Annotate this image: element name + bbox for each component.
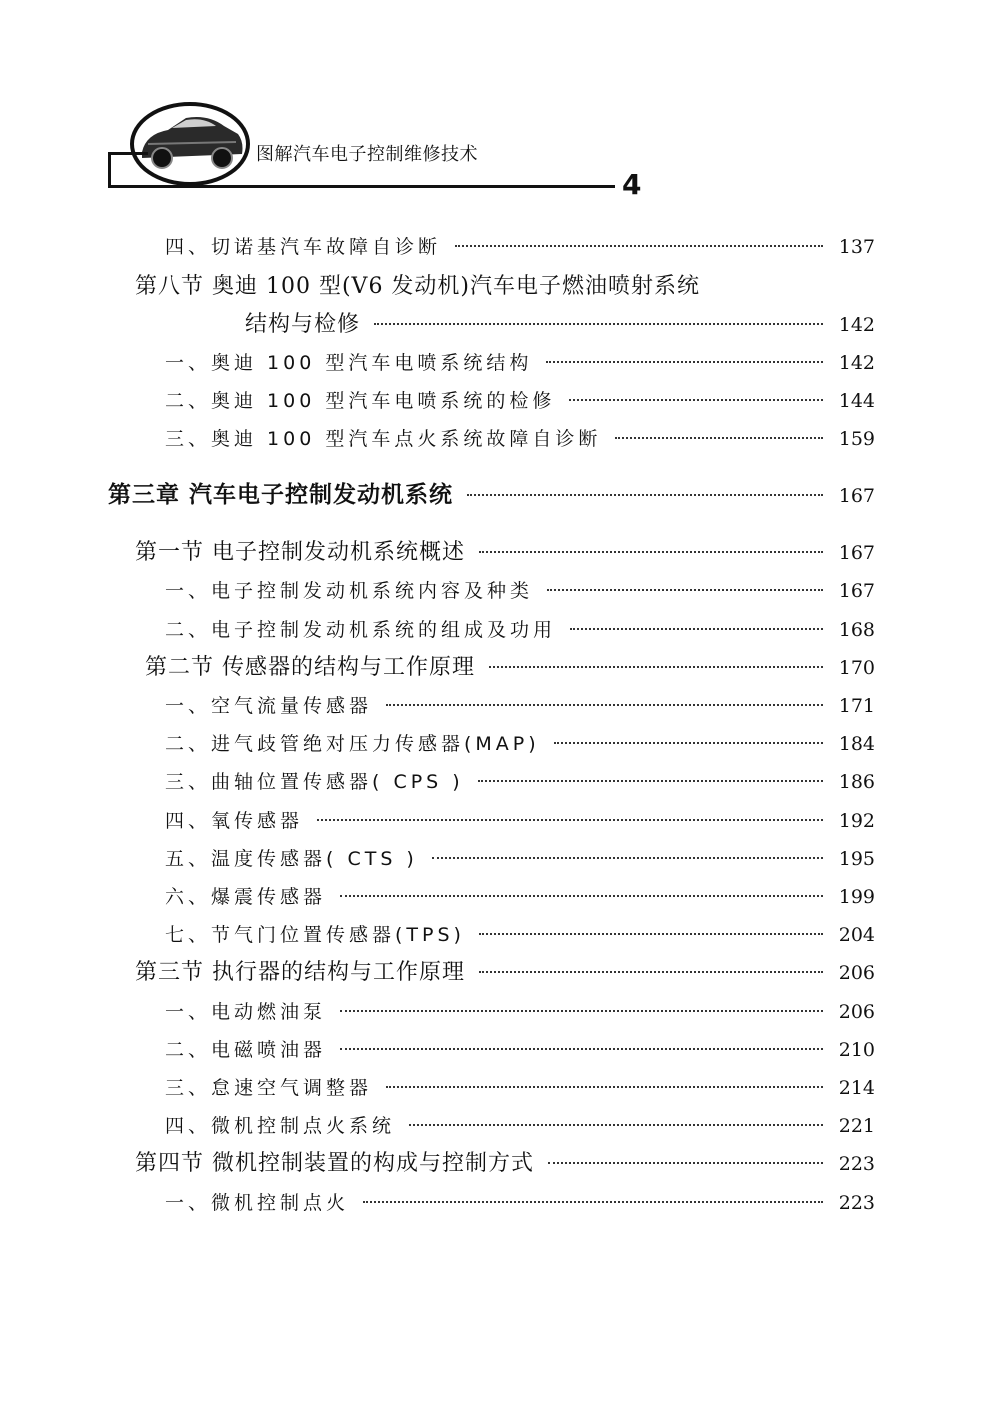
toc-leader-dots — [554, 742, 823, 744]
toc-entry-page: 223 — [838, 1153, 875, 1175]
toc-entry-title: 四、氧传感器 — [165, 810, 304, 832]
toc-entry-title: 一、奥迪 100 型汽车电喷系统结构 — [165, 352, 533, 374]
toc-leader-dots — [374, 323, 823, 325]
toc-entry-title: 第三节 执行器的结构与工作原理 — [135, 960, 465, 985]
toc-entry-page: 167 — [838, 542, 875, 564]
toc-entry-page: 186 — [838, 771, 875, 793]
toc-entry[interactable] — [165, 232, 875, 262]
toc-entry-title: 四、切诺基汽车故障自诊断 — [165, 236, 442, 258]
book-title: 图解汽车电子控制维修技术 — [256, 144, 478, 165]
header-frame-left — [108, 152, 111, 188]
toc-entry-page: 223 — [838, 1192, 875, 1214]
toc-entry-title: 六、爆震传感器 — [165, 886, 327, 908]
toc-entry-page: 192 — [838, 810, 875, 832]
toc-entry[interactable] — [165, 424, 875, 454]
toc-entry-title: 第一节 电子控制发动机系统概述 — [135, 540, 465, 565]
toc-leader-dots — [615, 437, 823, 439]
toc-entry[interactable] — [165, 1073, 875, 1103]
header-rule — [108, 185, 615, 188]
toc-entry[interactable] — [165, 767, 875, 797]
toc-leader-dots — [478, 780, 823, 782]
toc-entry[interactable] — [165, 386, 875, 416]
toc-entry-title: 一、电子控制发动机系统内容及种类 — [165, 580, 534, 602]
toc-entry[interactable] — [245, 310, 875, 340]
toc-leader-dots — [547, 589, 823, 591]
toc-entry-title: 二、电子控制发动机系统的组成及功用 — [165, 619, 557, 641]
toc-entry[interactable] — [165, 576, 875, 606]
toc-entry-title: 一、微机控制点火 — [165, 1192, 350, 1214]
toc-entry-page: 206 — [838, 962, 875, 984]
toc-entry[interactable] — [165, 1035, 875, 1065]
toc-entry-page: 171 — [838, 695, 875, 717]
toc-entry[interactable] — [165, 997, 875, 1027]
toc-entry-title: 三、奥迪 100 型汽车点火系统故障自诊断 — [165, 428, 602, 450]
toc-section-entry[interactable] — [145, 653, 875, 683]
toc-entry-title: 一、电动燃油泵 — [165, 1001, 327, 1023]
car-logo-icon — [128, 100, 253, 188]
toc-section-entry[interactable] — [135, 1149, 875, 1179]
toc-leader-dots — [569, 399, 823, 401]
toc-entry-title: 第四节 微机控制装置的构成与控制方式 — [135, 1151, 534, 1176]
toc-leader-dots — [409, 1124, 823, 1126]
toc-leader-dots — [340, 1048, 823, 1050]
toc-chapter-entry[interactable] — [108, 480, 875, 510]
toc-entry-page: 142 — [838, 314, 875, 336]
toc-entry-page: 167 — [838, 485, 875, 507]
toc-entry-title: 第二节 传感器的结构与工作原理 — [145, 655, 475, 680]
toc-entry-title: 四、微机控制点火系统 — [165, 1115, 396, 1137]
toc-leader-dots — [570, 628, 823, 630]
toc-entry-page: 199 — [838, 886, 875, 908]
toc-entry-title: 二、进气歧管绝对压力传感器(MAP) — [165, 733, 540, 755]
page-number: 4 — [622, 168, 642, 201]
toc-entry-title: 七、节气门位置传感器(TPS) — [165, 924, 465, 946]
toc-entry-title: 五、温度传感器( CTS ) — [165, 848, 418, 870]
toc-entry[interactable] — [165, 348, 875, 378]
toc-entry[interactable] — [165, 882, 875, 912]
toc-entry-page: 159 — [838, 428, 875, 450]
toc-entry-page: 184 — [838, 733, 875, 755]
toc-leader-dots — [386, 704, 823, 706]
toc-leader-dots — [479, 933, 823, 935]
toc-leader-dots — [340, 895, 823, 897]
toc-entry-page: 214 — [838, 1077, 875, 1099]
toc-entry-page: 210 — [838, 1039, 875, 1061]
toc-entry-title: 三、怠速空气调整器 — [165, 1077, 373, 1099]
toc-leader-dots — [340, 1010, 823, 1012]
header-frame-top — [108, 152, 148, 155]
toc-leader-dots — [479, 971, 823, 973]
toc-entry[interactable] — [165, 615, 875, 645]
toc-entry-title: 二、电磁喷油器 — [165, 1039, 327, 1061]
toc-entry-title: 二、奥迪 100 型汽车电喷系统的检修 — [165, 390, 556, 412]
toc-leader-dots — [386, 1086, 823, 1088]
toc-section-entry[interactable] — [135, 538, 875, 568]
toc-leader-dots — [489, 666, 823, 668]
toc-entry-page: 204 — [838, 924, 875, 946]
toc-entry-page: 167 — [838, 580, 875, 602]
toc-section-entry[interactable] — [135, 958, 875, 988]
toc-entry-page: 170 — [838, 657, 875, 679]
toc-leader-dots — [546, 361, 823, 363]
toc-entry-title: 三、曲轴位置传感器( CPS ) — [165, 771, 464, 793]
toc-entry-title: 第三章 汽车电子控制发动机系统 — [108, 481, 454, 508]
toc-entry-page: 206 — [838, 1001, 875, 1023]
toc-entry-page: 168 — [838, 619, 875, 641]
toc-leader-dots — [479, 551, 823, 553]
toc-entry[interactable] — [165, 1111, 875, 1141]
toc-entry-page: 221 — [838, 1115, 875, 1137]
toc-leader-dots — [548, 1162, 823, 1164]
toc-entry[interactable] — [165, 806, 875, 836]
toc-entry[interactable] — [165, 920, 875, 950]
toc-leader-dots — [317, 819, 823, 821]
toc-section-title-line1: 第八节 奥迪 100 型(V6 发动机)汽车电子燃油喷射系统 — [135, 274, 701, 299]
toc-leader-dots — [363, 1201, 823, 1203]
toc-entry-title: 一、空气流量传感器 — [165, 695, 373, 717]
toc-entry-page: 195 — [838, 848, 875, 870]
toc-leader-dots — [467, 494, 823, 496]
toc-entry[interactable] — [165, 691, 875, 721]
page-header — [0, 0, 992, 215]
toc-entry[interactable] — [165, 729, 875, 759]
toc-entry-page: 144 — [838, 390, 875, 412]
toc-leader-dots — [432, 857, 823, 859]
toc-entry-page: 137 — [838, 236, 875, 258]
toc-leader-dots — [455, 245, 823, 247]
toc-entry[interactable] — [165, 844, 875, 874]
toc-entry-title: 结构与检修 — [245, 312, 361, 337]
toc-entry[interactable] — [165, 1188, 875, 1218]
toc-entry-page: 142 — [838, 352, 875, 374]
